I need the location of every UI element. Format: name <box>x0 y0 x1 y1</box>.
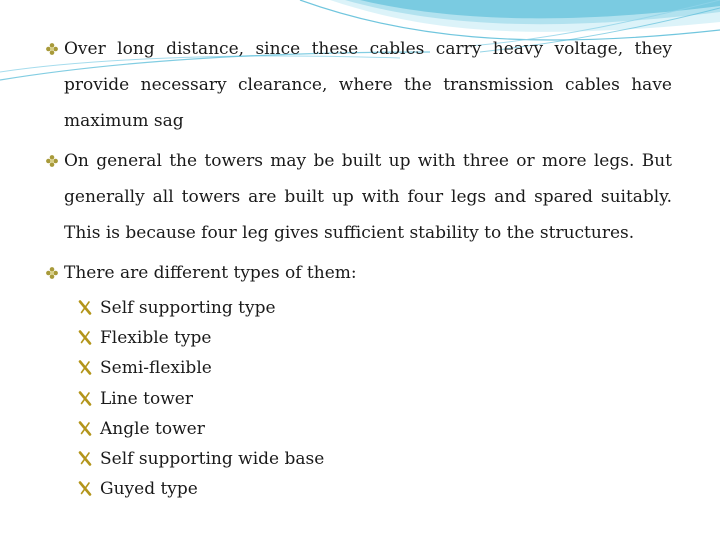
list-item-label: Semi-flexible <box>100 358 212 379</box>
x-cross-icon <box>78 330 92 345</box>
x-cross-icon <box>78 451 92 466</box>
list-item <box>78 323 324 353</box>
paragraph-legs <box>64 143 672 251</box>
list-item <box>78 353 324 383</box>
x-cross-icon <box>78 300 92 315</box>
list-item <box>78 384 324 414</box>
list-item-label: Flexible type <box>100 328 212 349</box>
x-cross-icon <box>78 391 92 406</box>
list-item-label: Self supporting wide base <box>100 448 325 469</box>
list-item-label: Line tower <box>100 388 193 409</box>
paragraph-clearance <box>64 31 672 139</box>
paragraph-types-intro <box>64 255 672 291</box>
x-cross-icon <box>78 360 92 375</box>
list-item-label: Guyed type <box>100 479 198 500</box>
list-item-label: Angle tower <box>100 418 205 439</box>
list-item-label: Self supporting type <box>100 298 276 318</box>
flower-bullet-icon <box>46 43 58 55</box>
tower-types-list <box>78 293 324 504</box>
x-cross-icon <box>78 421 92 436</box>
paragraph-text: On general the towers may be built up with three or more legs. But generally all towers are built up with four legs and spared suitably. This is because four leg gives sufficient stability to the structures. <box>64 151 672 243</box>
list-item <box>78 414 324 444</box>
list-item <box>78 474 324 504</box>
x-cross-icon <box>78 481 92 496</box>
paragraph-text: Over long distance, since these cables carry heavy voltage, they provide necessary clearance, where the transmission cables have maximum sag <box>64 39 672 131</box>
list-item <box>78 444 324 474</box>
paragraph-text: There are different types of them: <box>64 263 357 283</box>
flower-bullet-icon <box>46 155 58 167</box>
flower-bullet-icon <box>46 267 58 279</box>
list-item <box>78 293 324 323</box>
